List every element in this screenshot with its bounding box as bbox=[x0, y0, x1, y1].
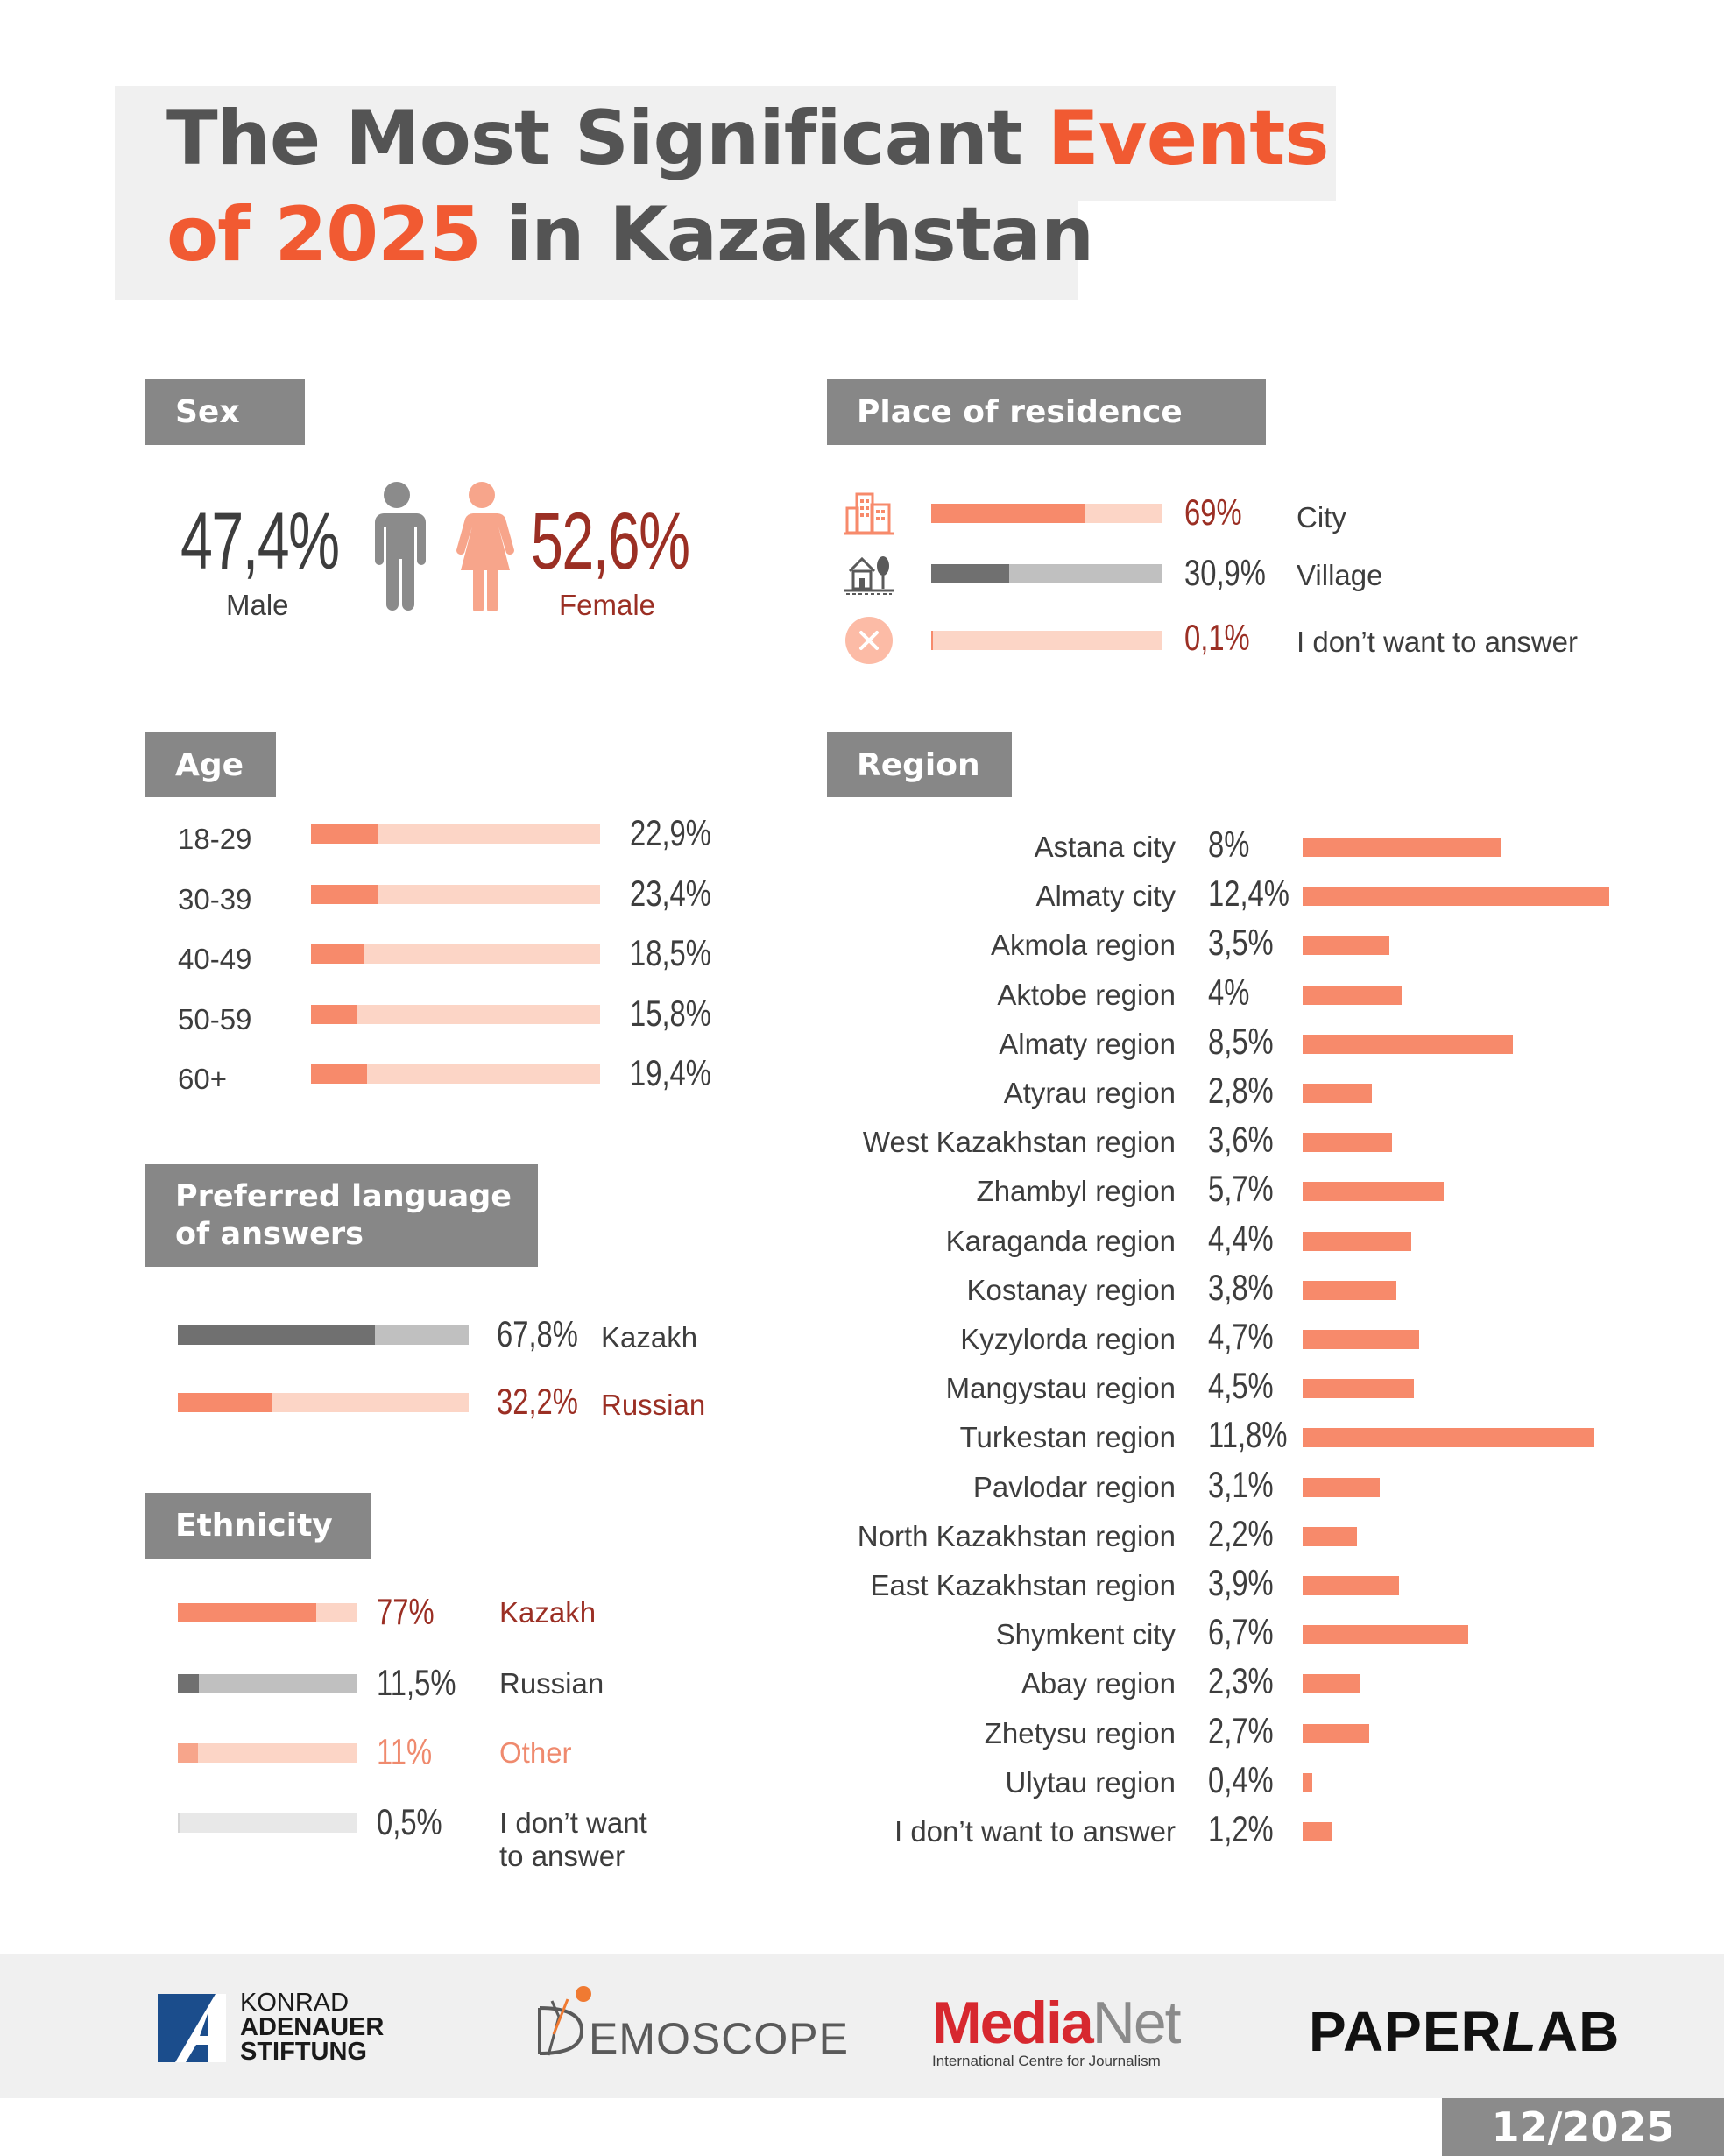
region-label-east-kazakhstan-region: East Kazakhstan region bbox=[870, 1569, 1176, 1601]
title-accent-year: of 2025 bbox=[166, 191, 481, 279]
male-label: Male bbox=[226, 589, 289, 621]
ethnicity-value-i-don-t-want-to-answer: 0,5% bbox=[377, 1801, 442, 1842]
region-label-zhetysu-region: Zhetysu region bbox=[984, 1716, 1176, 1750]
bar-fill-age-60 bbox=[311, 1064, 367, 1084]
section-header-label: Place of residence bbox=[857, 394, 1183, 430]
bar-fill-village bbox=[931, 564, 1009, 583]
section-header-ethnicity bbox=[145, 1493, 371, 1559]
region-value-zhetysu-region: 2,7% bbox=[1208, 1709, 1274, 1751]
label-city: City bbox=[1297, 501, 1346, 534]
region-bar-abay-region bbox=[1303, 1674, 1360, 1693]
ethnicity-label-line-1: I don’t want bbox=[499, 1806, 647, 1839]
age-value-40-49: 18,5% bbox=[630, 932, 711, 973]
kas-line-2: ADENAUER bbox=[240, 2013, 385, 2041]
age-value-50-59: 15,8% bbox=[630, 992, 711, 1034]
village-house-icon bbox=[844, 550, 894, 596]
region-value-mangystau-region: 4,5% bbox=[1208, 1365, 1274, 1407]
bar-track-no-answer-residence bbox=[931, 631, 1162, 650]
bar-track-age-60 bbox=[311, 1064, 600, 1084]
region-label-aktobe-region: Aktobe region bbox=[997, 978, 1176, 1011]
section-header-label: Age bbox=[175, 746, 244, 783]
ethnicity-value-kazakh: 77% bbox=[377, 1591, 435, 1632]
region-bar-kyzylorda-region bbox=[1303, 1330, 1419, 1349]
region-value-karaganda-region: 4,4% bbox=[1208, 1217, 1274, 1259]
medianet-media: Media bbox=[932, 1990, 1092, 2056]
value-no-answer-residence: 0,1% bbox=[1184, 617, 1250, 658]
bar-track-ethnicity-other bbox=[178, 1743, 357, 1763]
region-bar-north-kazakhstan-region bbox=[1303, 1527, 1357, 1546]
region-label-atyrau-region: Atyrau region bbox=[1003, 1077, 1176, 1109]
region-bar-turkestan-region bbox=[1303, 1428, 1594, 1447]
bar-fill-age-30-39 bbox=[311, 885, 378, 904]
city-buildings-icon bbox=[844, 491, 894, 536]
bar-fill-age-18-29 bbox=[311, 824, 378, 844]
region-label-kostanay-region: Kostanay region bbox=[966, 1273, 1176, 1306]
region-bar-zhetysu-region bbox=[1303, 1724, 1369, 1743]
male-icon bbox=[364, 480, 429, 611]
kas-logo-icon bbox=[158, 1994, 226, 2062]
section-header-label-line-1: Preferred language bbox=[175, 1178, 512, 1214]
region-bar-shymkent-city bbox=[1303, 1625, 1468, 1644]
region-value-almaty-region: 8,5% bbox=[1208, 1020, 1274, 1062]
region-value-astana-city: 8% bbox=[1208, 824, 1250, 865]
age-label-40-49: 40-49 bbox=[178, 943, 252, 975]
date-badge bbox=[1442, 2098, 1724, 2156]
section-header-language bbox=[145, 1164, 538, 1267]
region-label-astana-city: Astana city bbox=[1034, 831, 1176, 863]
age-value-30-39: 23,4% bbox=[630, 872, 711, 914]
ethnicity-label-line-1: Other bbox=[499, 1736, 572, 1769]
region-label-akmola-region: Akmola region bbox=[991, 929, 1176, 962]
title-text: in Kazakhstan bbox=[480, 191, 1094, 279]
region-value-ulytau-region: 0,4% bbox=[1208, 1758, 1274, 1800]
section-header-residence bbox=[827, 379, 1266, 445]
bar-track-ethnicity-russian bbox=[178, 1674, 357, 1693]
bar-fill-ethnicity-russian bbox=[178, 1674, 199, 1693]
language-label-kazakh: Kazakh bbox=[601, 1321, 698, 1354]
bar-track-age-30-39 bbox=[311, 885, 600, 904]
title-accent: Events bbox=[1047, 95, 1329, 182]
medianet-logo bbox=[932, 1989, 1180, 2057]
region-label-karaganda-region: Karaganda region bbox=[945, 1224, 1176, 1257]
kas-line-1: KONRAD bbox=[240, 1989, 350, 2017]
region-bar-astana-city bbox=[1303, 838, 1501, 857]
region-label-abay-region: Abay region bbox=[1021, 1667, 1176, 1700]
bar-fill-age-50-59 bbox=[311, 1005, 357, 1024]
region-value-turkestan-region: 11,8% bbox=[1208, 1414, 1288, 1456]
region-value-atyrau-region: 2,8% bbox=[1208, 1070, 1274, 1111]
age-label-18-29: 18-29 bbox=[178, 823, 252, 855]
ethnicity-label-line-1: Russian bbox=[499, 1667, 604, 1700]
region-bar-akmola-region bbox=[1303, 936, 1389, 955]
male-percent: 47,4% bbox=[180, 497, 339, 586]
female-label: Female bbox=[559, 589, 656, 621]
region-label-i-don-t-want-to-answer: I don’t want to answer bbox=[894, 1815, 1176, 1848]
female-icon bbox=[449, 480, 515, 611]
ethnicity-value-other: 11% bbox=[377, 1731, 433, 1772]
region-value-kostanay-region: 3,8% bbox=[1208, 1266, 1274, 1308]
bar-fill-no-answer-residence bbox=[931, 631, 933, 650]
label-village: Village bbox=[1297, 559, 1383, 591]
region-value-aktobe-region: 4% bbox=[1208, 971, 1250, 1013]
cross-circle-icon bbox=[844, 616, 894, 665]
bar-fill-language-kazakh bbox=[178, 1325, 375, 1345]
language-value-kazakh: 67,8% bbox=[497, 1313, 578, 1354]
paperlab-paper: PAPER bbox=[1309, 2000, 1502, 2063]
bar-track-age-18-29 bbox=[311, 824, 600, 844]
language-value-russian: 32,2% bbox=[497, 1381, 578, 1422]
region-bar-karaganda-region bbox=[1303, 1232, 1411, 1251]
region-label-north-kazakhstan-region: North Kazakhstan region bbox=[857, 1519, 1176, 1552]
region-value-akmola-region: 3,5% bbox=[1208, 922, 1274, 964]
region-bar-aktobe-region bbox=[1303, 986, 1402, 1005]
region-label-zhambyl-region: Zhambyl region bbox=[976, 1175, 1176, 1208]
age-value-18-29: 22,9% bbox=[630, 812, 711, 853]
region-bar-atyrau-region bbox=[1303, 1084, 1372, 1103]
region-label-mangystau-region: Mangystau region bbox=[945, 1372, 1176, 1405]
bar-track-age-50-59 bbox=[311, 1005, 600, 1024]
region-value-north-kazakhstan-region: 2,2% bbox=[1208, 1512, 1274, 1554]
region-value-kyzylorda-region: 4,7% bbox=[1208, 1316, 1274, 1357]
ethnicity-label-line-1: Kazakh bbox=[499, 1596, 597, 1629]
region-bar-almaty-city bbox=[1303, 887, 1609, 906]
label-no-answer-residence: I don’t want to answer bbox=[1297, 626, 1579, 658]
bar-fill-city bbox=[931, 504, 1085, 523]
region-bar-i-don-t-want-to-answer bbox=[1303, 1822, 1332, 1841]
page-title-line-2 bbox=[166, 191, 1093, 279]
paperlab-l: L bbox=[1501, 2000, 1537, 2063]
region-bar-ulytau-region bbox=[1303, 1773, 1312, 1792]
section-header-label-line-2: of answers bbox=[175, 1216, 364, 1252]
bar-track-language-kazakh bbox=[178, 1325, 469, 1345]
region-label-ulytau-region: Ulytau region bbox=[1005, 1765, 1176, 1799]
age-label-30-39: 30-39 bbox=[178, 882, 252, 915]
ethnicity-label-line-2: to answer bbox=[499, 1840, 625, 1872]
region-label-almaty-region: Almaty region bbox=[999, 1027, 1176, 1060]
age-value-60: 19,4% bbox=[630, 1052, 711, 1093]
region-value-west-kazakhstan-region: 3,6% bbox=[1208, 1119, 1274, 1161]
paperlab-logo bbox=[1309, 1999, 1620, 2064]
age-label-50-59: 50-59 bbox=[178, 1002, 252, 1036]
section-header-age bbox=[145, 732, 276, 797]
kas-logo-mark bbox=[158, 1994, 226, 2062]
region-bar-pavlodar-region bbox=[1303, 1478, 1380, 1497]
bar-track-language-russian bbox=[178, 1393, 469, 1412]
bar-track-age-40-49 bbox=[311, 944, 600, 964]
region-value-zhambyl-region: 5,7% bbox=[1208, 1168, 1274, 1210]
bar-fill-age-40-49 bbox=[311, 944, 364, 964]
medianet-subtitle: International Centre for Journalism bbox=[932, 2053, 1161, 2069]
language-label-russian: Russian bbox=[601, 1389, 706, 1421]
bar-track-ethnicity-i-don-t-want-to-answer bbox=[178, 1813, 357, 1833]
region-label-shymkent-city: Shymkent city bbox=[995, 1618, 1176, 1651]
section-header-label: Sex bbox=[175, 394, 240, 430]
demoscope-logo-text: EMOSCOPE bbox=[589, 2014, 849, 2063]
bar-fill-ethnicity-other bbox=[178, 1743, 198, 1763]
region-value-pavlodar-region: 3,1% bbox=[1208, 1463, 1274, 1505]
value-village: 30,9% bbox=[1184, 552, 1266, 593]
region-bar-east-kazakhstan-region bbox=[1303, 1576, 1399, 1595]
region-label-pavlodar-region: Pavlodar region bbox=[972, 1470, 1176, 1503]
title-text: The Most Significant bbox=[166, 95, 1048, 182]
bar-track-city bbox=[931, 504, 1162, 523]
region-value-almaty-city: 12,4% bbox=[1208, 873, 1289, 915]
age-label-60: 60+ bbox=[178, 1063, 227, 1095]
bar-fill-ethnicity-i-don-t-want-to-answer bbox=[178, 1813, 180, 1833]
bar-track-village bbox=[931, 564, 1162, 583]
region-value-i-don-t-want-to-answer: 1,2% bbox=[1208, 1808, 1274, 1849]
section-header-region bbox=[827, 732, 1012, 797]
bar-fill-ethnicity-kazakh bbox=[178, 1603, 316, 1622]
region-label-west-kazakhstan-region: West Kazakhstan region bbox=[862, 1126, 1176, 1159]
section-header-sex bbox=[145, 379, 305, 445]
region-bar-west-kazakhstan-region bbox=[1303, 1133, 1392, 1152]
region-value-abay-region: 2,3% bbox=[1208, 1660, 1274, 1702]
ethnicity-label-other bbox=[499, 1736, 572, 1770]
section-header-label: Ethnicity bbox=[175, 1508, 333, 1544]
region-label-turkestan-region: Turkestan region bbox=[959, 1421, 1176, 1454]
medianet-net: Net bbox=[1092, 1990, 1180, 2056]
demoscope-logo-icon bbox=[533, 1982, 594, 2061]
female-percent: 52,6% bbox=[531, 497, 689, 586]
region-bar-almaty-region bbox=[1303, 1035, 1513, 1054]
region-bar-zhambyl-region bbox=[1303, 1182, 1444, 1201]
bar-track-ethnicity-kazakh bbox=[178, 1603, 357, 1622]
region-value-shymkent-city: 6,7% bbox=[1208, 1611, 1274, 1653]
kas-logo-text bbox=[240, 1990, 384, 2064]
paperlab-ab: AB bbox=[1537, 2000, 1621, 2063]
kas-line-3: STIFTUNG bbox=[240, 2038, 367, 2066]
value-city: 69% bbox=[1184, 491, 1242, 533]
ethnicity-value-russian: 11,5% bbox=[377, 1662, 456, 1703]
section-header-label: Region bbox=[857, 746, 980, 783]
bar-fill-language-russian bbox=[178, 1393, 272, 1412]
date-text: 12/2025 bbox=[1491, 2103, 1675, 2151]
region-bar-kostanay-region bbox=[1303, 1281, 1396, 1300]
region-label-kyzylorda-region: Kyzylorda region bbox=[960, 1323, 1176, 1355]
page-title-line-1 bbox=[166, 95, 1329, 182]
region-label-almaty-city: Almaty city bbox=[1035, 880, 1176, 913]
region-bar-mangystau-region bbox=[1303, 1379, 1414, 1398]
region-value-east-kazakhstan-region: 3,9% bbox=[1208, 1562, 1274, 1603]
